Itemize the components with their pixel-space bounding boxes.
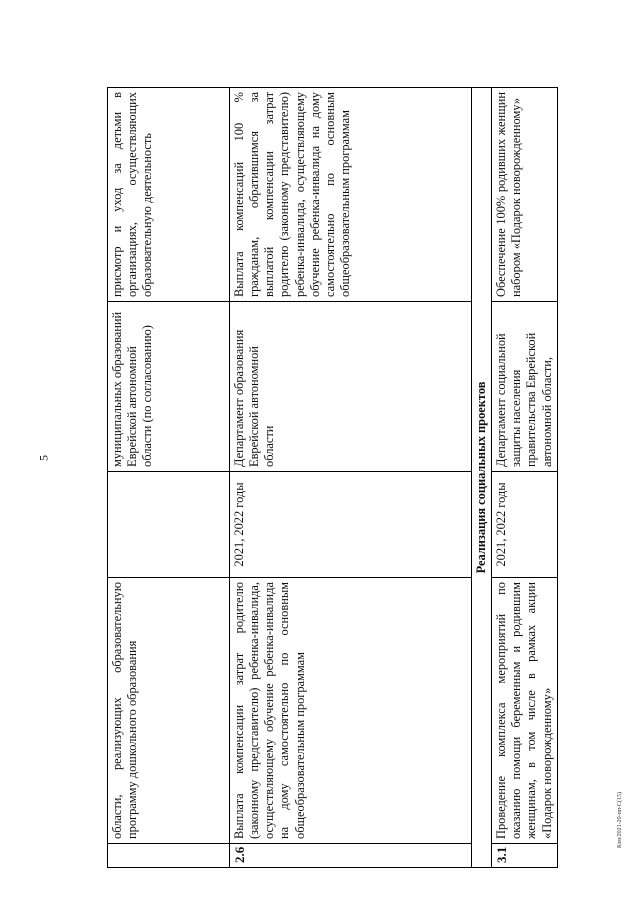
result-cell: Выплата компенсаций 100 % гражданам, обратившимся за выплатой компенсации затрат родителю (законному представителю) ребенка-инвалида, осуществляющему обучение ребенка-инвалида на дому самостоятельно по основным общеобразовательным программам [230,88,472,302]
section-title: Реализация социальных проектов [472,88,492,868]
section-header-row [472,88,492,868]
table-row-2-6 [230,88,472,868]
period-cell [108,472,230,578]
measures-table [107,87,558,868]
row-number: 2.6 [230,844,472,868]
period-cell: 2021, 2022 годы [492,472,558,578]
executor-cell: Департамент социальной защиты населения правительства Еврейской автономной области, [492,302,558,472]
result-cell: Обеспечение 100% родивших женщин набором «Подарок новорожденному» [492,88,558,302]
table-row-continuation [108,88,230,868]
event-cell: Проведение комплекса мероприятий по оказанию помощи беременным и родившим женщинам, в том числе в рамках акции «Подарок новорожденному» [492,578,558,844]
event-cell: Выплата компенсации затрат родителю (законному представителю) ребенка-инвалида, осуществляющему обучение ребенка-инвалида на дому самостоятельно по основным общеобразовательным программам [230,578,472,844]
rotated-landscape-sheet [107,88,554,868]
row-number: 3.1 [492,844,558,868]
event-cell: области, реализующих образовательную программу дошкольного образования [108,578,230,844]
result-cell: присмотр и уход за детьми в организациях, осуществляющих образовательную деятельность [108,88,230,302]
page-number: 5 [36,455,51,461]
document-footer-code: Кзм/2021-20-пп-С(15) [617,791,623,849]
row-number [108,844,230,868]
executor-cell: Департамент образования Еврейской автономной области [230,302,472,472]
period-cell: 2021, 2022 годы [230,472,472,578]
table-row-3-1 [492,88,558,868]
executor-cell: муниципальных образований Еврейской автономной области (по согласованию) [108,302,230,472]
